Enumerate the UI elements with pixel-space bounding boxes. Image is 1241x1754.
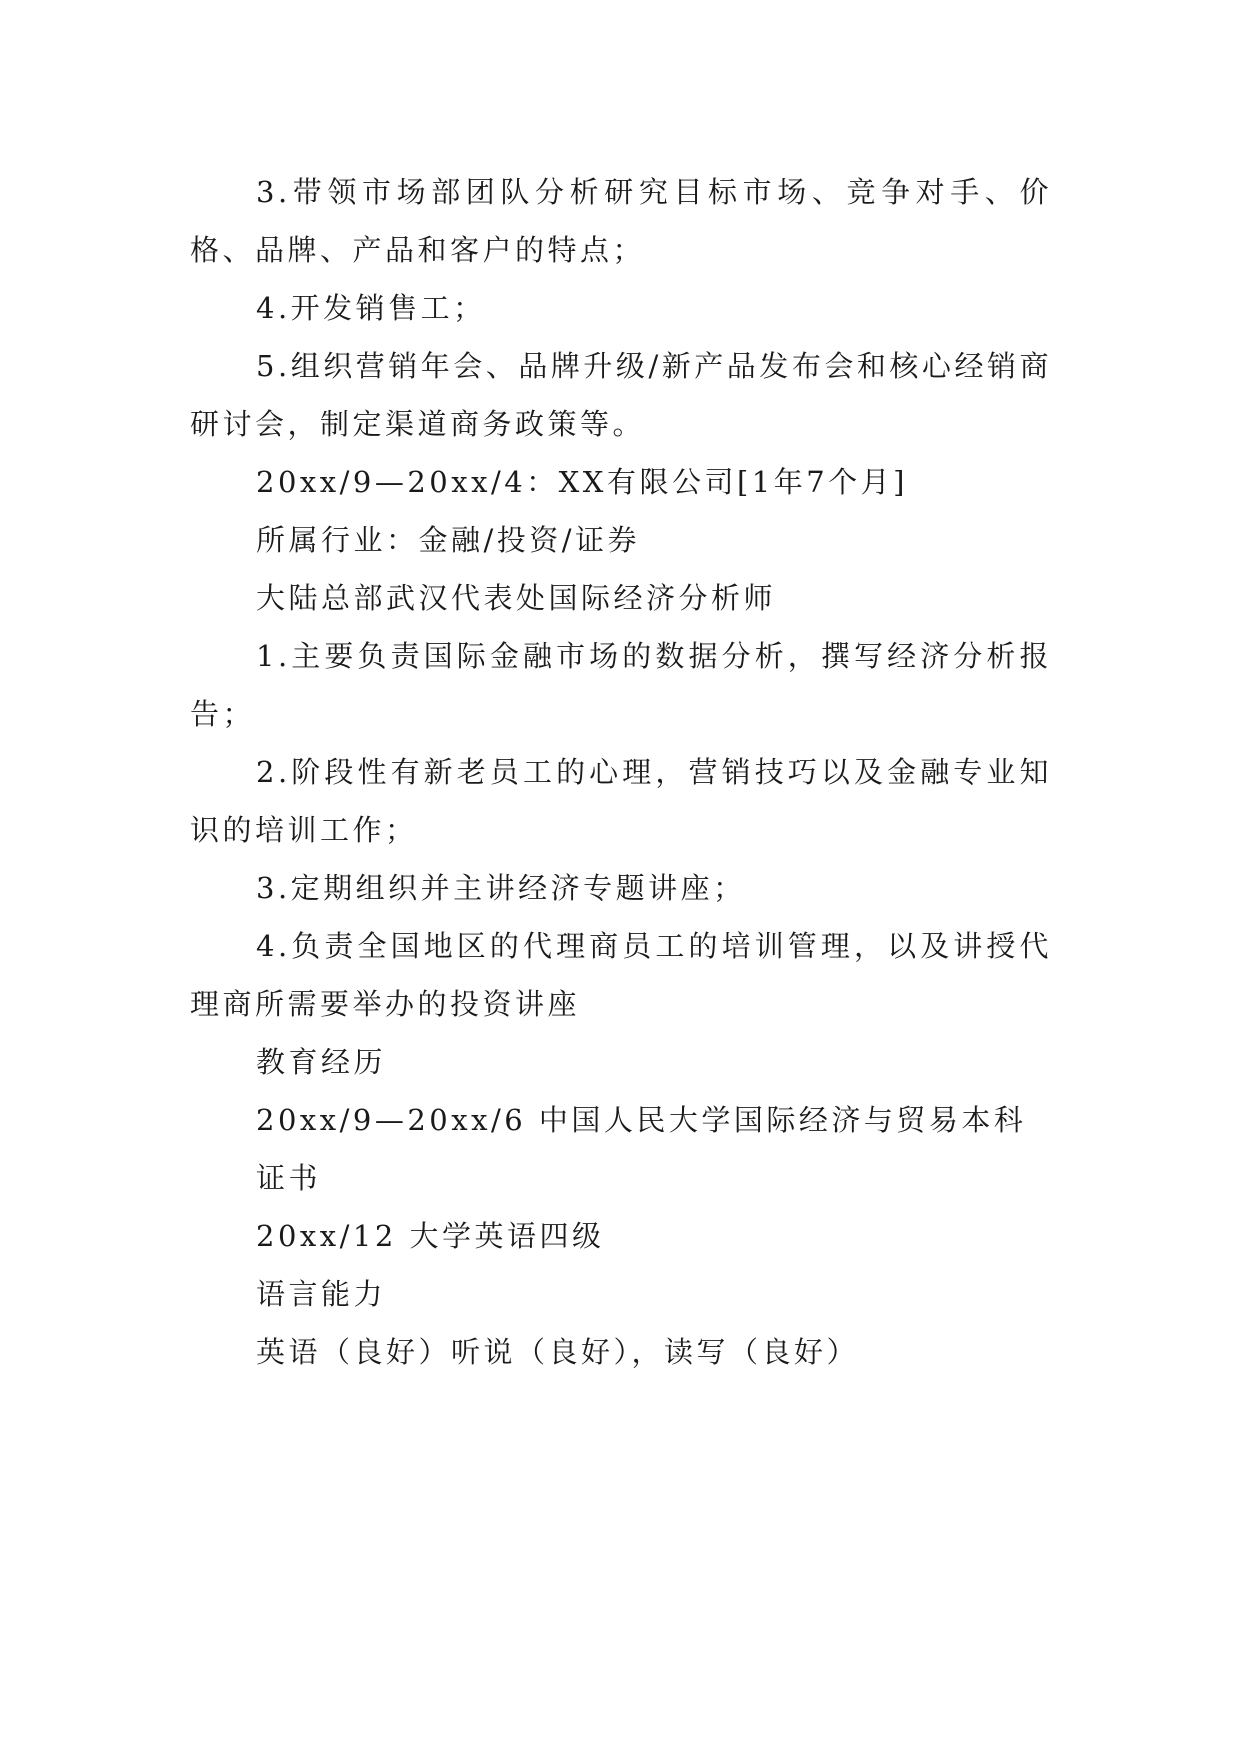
section-heading-education: 教育经历 bbox=[256, 1045, 387, 1079]
job-title: 大陆总部武汉代表处国际经济分析师 bbox=[256, 581, 777, 615]
document-body bbox=[190, 163, 1052, 1381]
section-heading-languages: 语言能力 bbox=[256, 1277, 387, 1311]
list-item-training: 2.阶段性有新老员工的心理，营销技巧以及金融专业知识的培训工作； bbox=[190, 755, 1052, 847]
education-entry: 20xx/9—20xx/6 中国人民大学国际经济与贸易本科 bbox=[256, 1103, 1027, 1137]
job-industry: 所属行业：金融/投资/证券 bbox=[256, 523, 641, 557]
list-item-market-analysis: 3.带领市场部团队分析研究目标市场、竞争对手、价格、品牌、产品和客户的特点； bbox=[190, 175, 1052, 267]
section-heading-certificates: 证书 bbox=[256, 1161, 322, 1195]
certificate-entry: 20xx/12 大学英语四级 bbox=[256, 1219, 605, 1253]
language-entry: 英语（良好）听说（良好），读写（良好） bbox=[256, 1335, 860, 1369]
list-item-lectures: 3.定期组织并主讲经济专题讲座； bbox=[256, 871, 746, 905]
list-item-sales-development: 4.开发销售工； bbox=[256, 291, 486, 325]
list-item-agent-training: 4.负责全国地区的代理商员工的培训管理，以及讲授代理商所需要举办的投资讲座 bbox=[190, 929, 1052, 1021]
job-period-company: 20xx/9—20xx/4：XX有限公司[1年7个月] bbox=[256, 465, 908, 499]
list-item-marketing-events: 5.组织营销年会、品牌升级/新产品发布会和核心经销商研讨会，制定渠道商务政策等。 bbox=[190, 349, 1052, 441]
list-item-data-analysis: 1.主要负责国际金融市场的数据分析，撰写经济分析报告； bbox=[190, 639, 1052, 731]
